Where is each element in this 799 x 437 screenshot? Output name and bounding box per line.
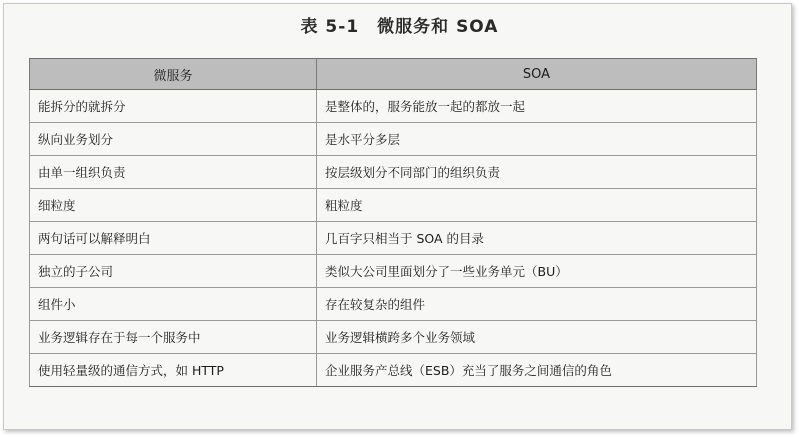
table-row — [30, 354, 757, 387]
cell-microservices: 纵向业务划分 — [30, 123, 317, 156]
cell-soa: 业务逻辑横跨多个业务领域 — [317, 321, 757, 354]
cell-soa: 几百字只相当于 SOA 的目录 — [317, 222, 757, 255]
table-row — [30, 288, 757, 321]
table-row — [30, 321, 757, 354]
table-header-row — [30, 59, 757, 90]
cell-soa: 是整体的，服务能放一起的都放一起 — [317, 90, 757, 123]
cell-microservices: 由单一组织负责 — [30, 156, 317, 189]
table-row — [30, 123, 757, 156]
header-soa: SOA — [317, 59, 757, 90]
table-row — [30, 222, 757, 255]
cell-microservices: 独立的子公司 — [30, 255, 317, 288]
cell-microservices: 两句话可以解释明白 — [30, 222, 317, 255]
cell-microservices: 细粒度 — [30, 189, 317, 222]
header-microservices: 微服务 — [30, 59, 317, 90]
table-row — [30, 90, 757, 123]
cell-soa: 粗粒度 — [317, 189, 757, 222]
cell-soa: 企业服务产总线（ESB）充当了服务之间通信的角色 — [317, 354, 757, 387]
table-row — [30, 156, 757, 189]
table-row — [30, 189, 757, 222]
cell-soa: 按层级划分不同部门的组织负责 — [317, 156, 757, 189]
table-title: 表 5-1 微服务和 SOA — [300, 17, 499, 37]
cell-microservices: 能拆分的就拆分 — [30, 90, 317, 123]
cell-soa: 存在较复杂的组件 — [317, 288, 757, 321]
cell-microservices: 使用轻量级的通信方式，如 HTTP — [30, 354, 317, 387]
cell-soa: 是水平分多层 — [317, 123, 757, 156]
comparison-table — [29, 58, 757, 387]
cell-soa: 类似大公司里面划分了一些业务单元（BU） — [317, 255, 757, 288]
cell-microservices: 组件小 — [30, 288, 317, 321]
table-row — [30, 255, 757, 288]
cell-microservices: 业务逻辑存在于每一个服务中 — [30, 321, 317, 354]
